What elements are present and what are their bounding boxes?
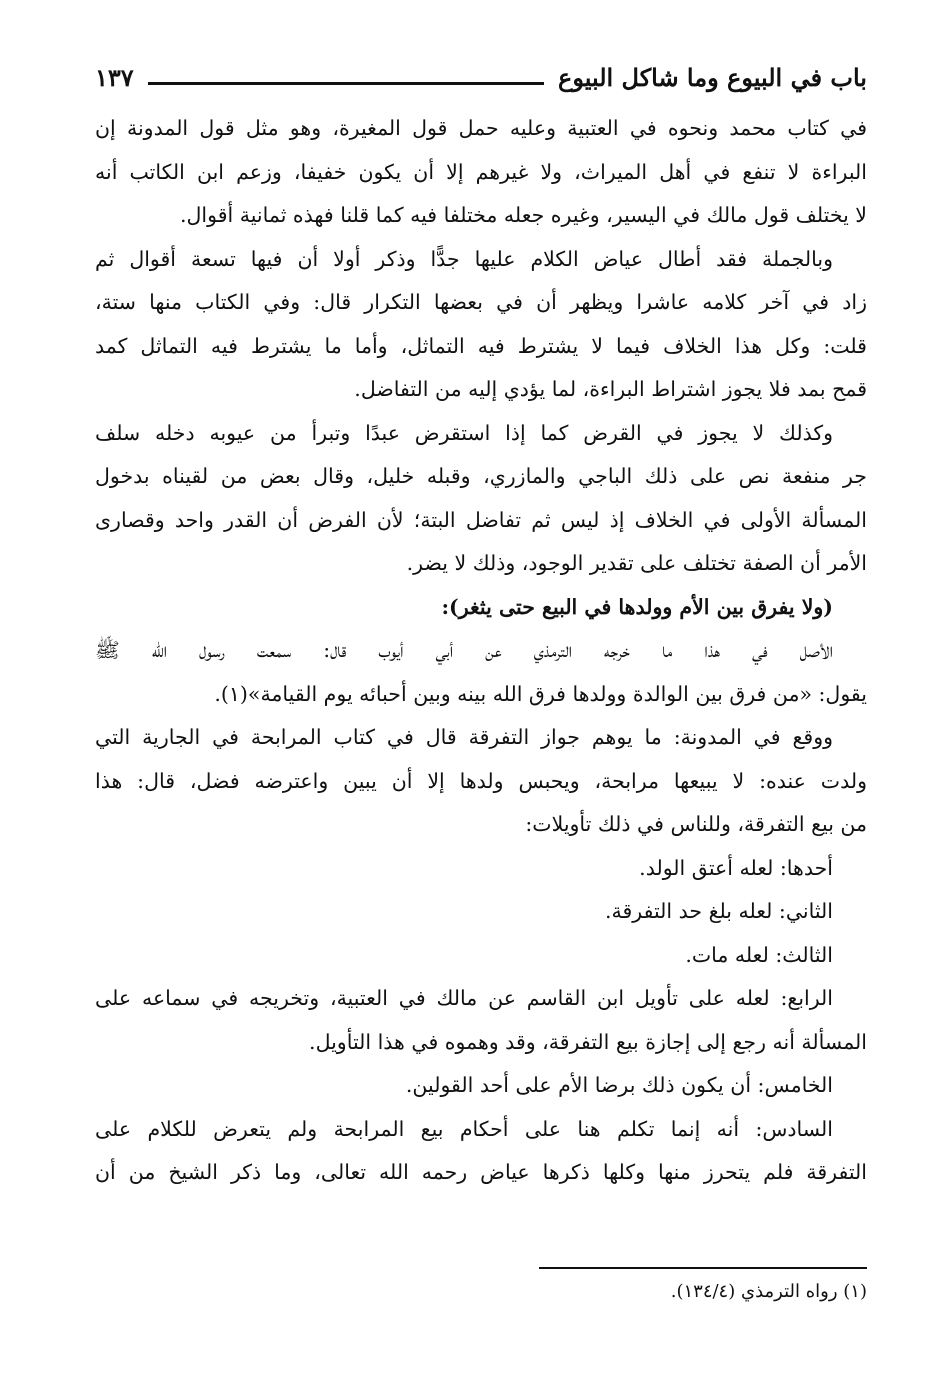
list-item: الثالث: لعله مات. (685, 942, 833, 967)
text-line: المسألة أنه رجع إلى إجازة بيع التفرقة، وقد وهموه في هذا التأويل. (309, 1029, 867, 1054)
running-header (95, 55, 867, 99)
header-rule (148, 82, 544, 85)
paragraph-4 (95, 629, 867, 716)
text-line: من بيع التفرقة، وللناس في ذلك تأويلات: (525, 812, 867, 836)
document-page (95, 55, 867, 1355)
paragraph-1 (95, 107, 867, 238)
text-line: الأصل في هذا ما خرجه الترمذي عن أبي أيوب قال: سمعت رسول الله ﷺ (95, 638, 833, 662)
text-line: قلت: وكل هذا الخلاف فيما لا يشترط فيه التماثل، وأما ما يشترط فيه التماثل كمد (95, 333, 867, 358)
text-line: في كتاب محمد ونحوه في العتبية وعليه حمل قول المغيرة، وهو مثل قول المدونة إن (95, 116, 867, 140)
paragraph-3 (95, 412, 867, 586)
text-line: قمح بمد فلا يجوز اشتراط البراءة، لما يؤدي إليه من التفاضل. (354, 377, 867, 401)
list-item: الرابع: لعله على تأويل ابن القاسم عن مالك في العتبية، وتخريجه في سماعه على (95, 986, 833, 1010)
text-line: التفرقة فلم يتحرز منها وكلها ذكرها عياض رحمه الله تعالى، وما ذكر الشيخ من أن (95, 1160, 867, 1184)
list-item: السادس: أنه إنما تكلم هنا على أحكام بيع المرابحة ولم يتعرض للكلام على (95, 1116, 833, 1141)
body-text (95, 107, 867, 1195)
text-line: ولدت عنده: لا يبيعها مرابحة، ويحبس ولدها إلا أن يبين واعترضه فضل، قال: هذا (95, 768, 867, 793)
text-line: (ولا يفرق بين الأم وولدها في البيع حتى يثغر): (441, 594, 833, 619)
text-line: وبالجملة فقد أطال عياض الكلام عليها جدًّا وذكر أولا أن فيها تسعة أقوال ثم (95, 246, 833, 271)
text-line: زاد في آخر كلامه عاشرا ويظهر أن في بعضها التكرار قال: وفي الكتاب منها ستة، (95, 290, 867, 314)
footnote-rule (539, 1267, 867, 1269)
text-line: يقول: «من فرق بين الوالدة وولدها فرق الله بينه وبين أحبائه يوم القيامة»(١). (214, 681, 867, 706)
paragraph-2 (95, 238, 867, 412)
text-line: ووقع في المدونة: ما يوهم جواز التفرقة قال في كتاب المرابحة في الجارية التي (95, 725, 833, 749)
text-line: لا يختلف قول مالك في اليسير، وغيره جعله مختلفا فيه كما قلنا فهذه ثمانية أقوال. (180, 203, 867, 227)
text-line: المسألة الأولى في الخلاف إذ ليس ثم تفاضل البتة؛ لأن الفرض أن القدر واحد وقصارى (95, 507, 867, 532)
list-item: أحدها: لعله أعتق الولد. (639, 855, 833, 880)
chapter-title: باب في البيوع وما شاكل البيوع (558, 62, 867, 92)
list-item: الثاني: لعله بلغ حد التفرقة. (604, 899, 833, 923)
interpretation-list (95, 847, 867, 1195)
text-line: وكذلك لا يجوز في القرض كما إذا استقرض عبدًا وتبرأ من عيوبه دخله سلف (95, 420, 833, 445)
text-line: جر منفعة نص على ذلك الباجي والمازري، وقبله خليل، وقال بعض من لقيناه بدخول (95, 464, 867, 488)
text-line: الأمر أن الصفة تختلف على تقدير الوجود، وذلك لا يضر. (406, 551, 867, 575)
footnote: (١) رواه الترمذي (١٣٤/٤). (670, 1281, 867, 1302)
matn-heading (95, 586, 867, 630)
text-line: البراءة لا تنفع في أهل الميراث، ولا غيرهم إلا أن يكون خفيفا، وزعم ابن الكاتب أنه (95, 159, 867, 184)
page-number: ١٣٧ (95, 62, 134, 92)
paragraph-5 (95, 716, 867, 847)
list-item: الخامس: أن يكون ذلك برضا الأم على أحد القولين. (405, 1073, 833, 1097)
